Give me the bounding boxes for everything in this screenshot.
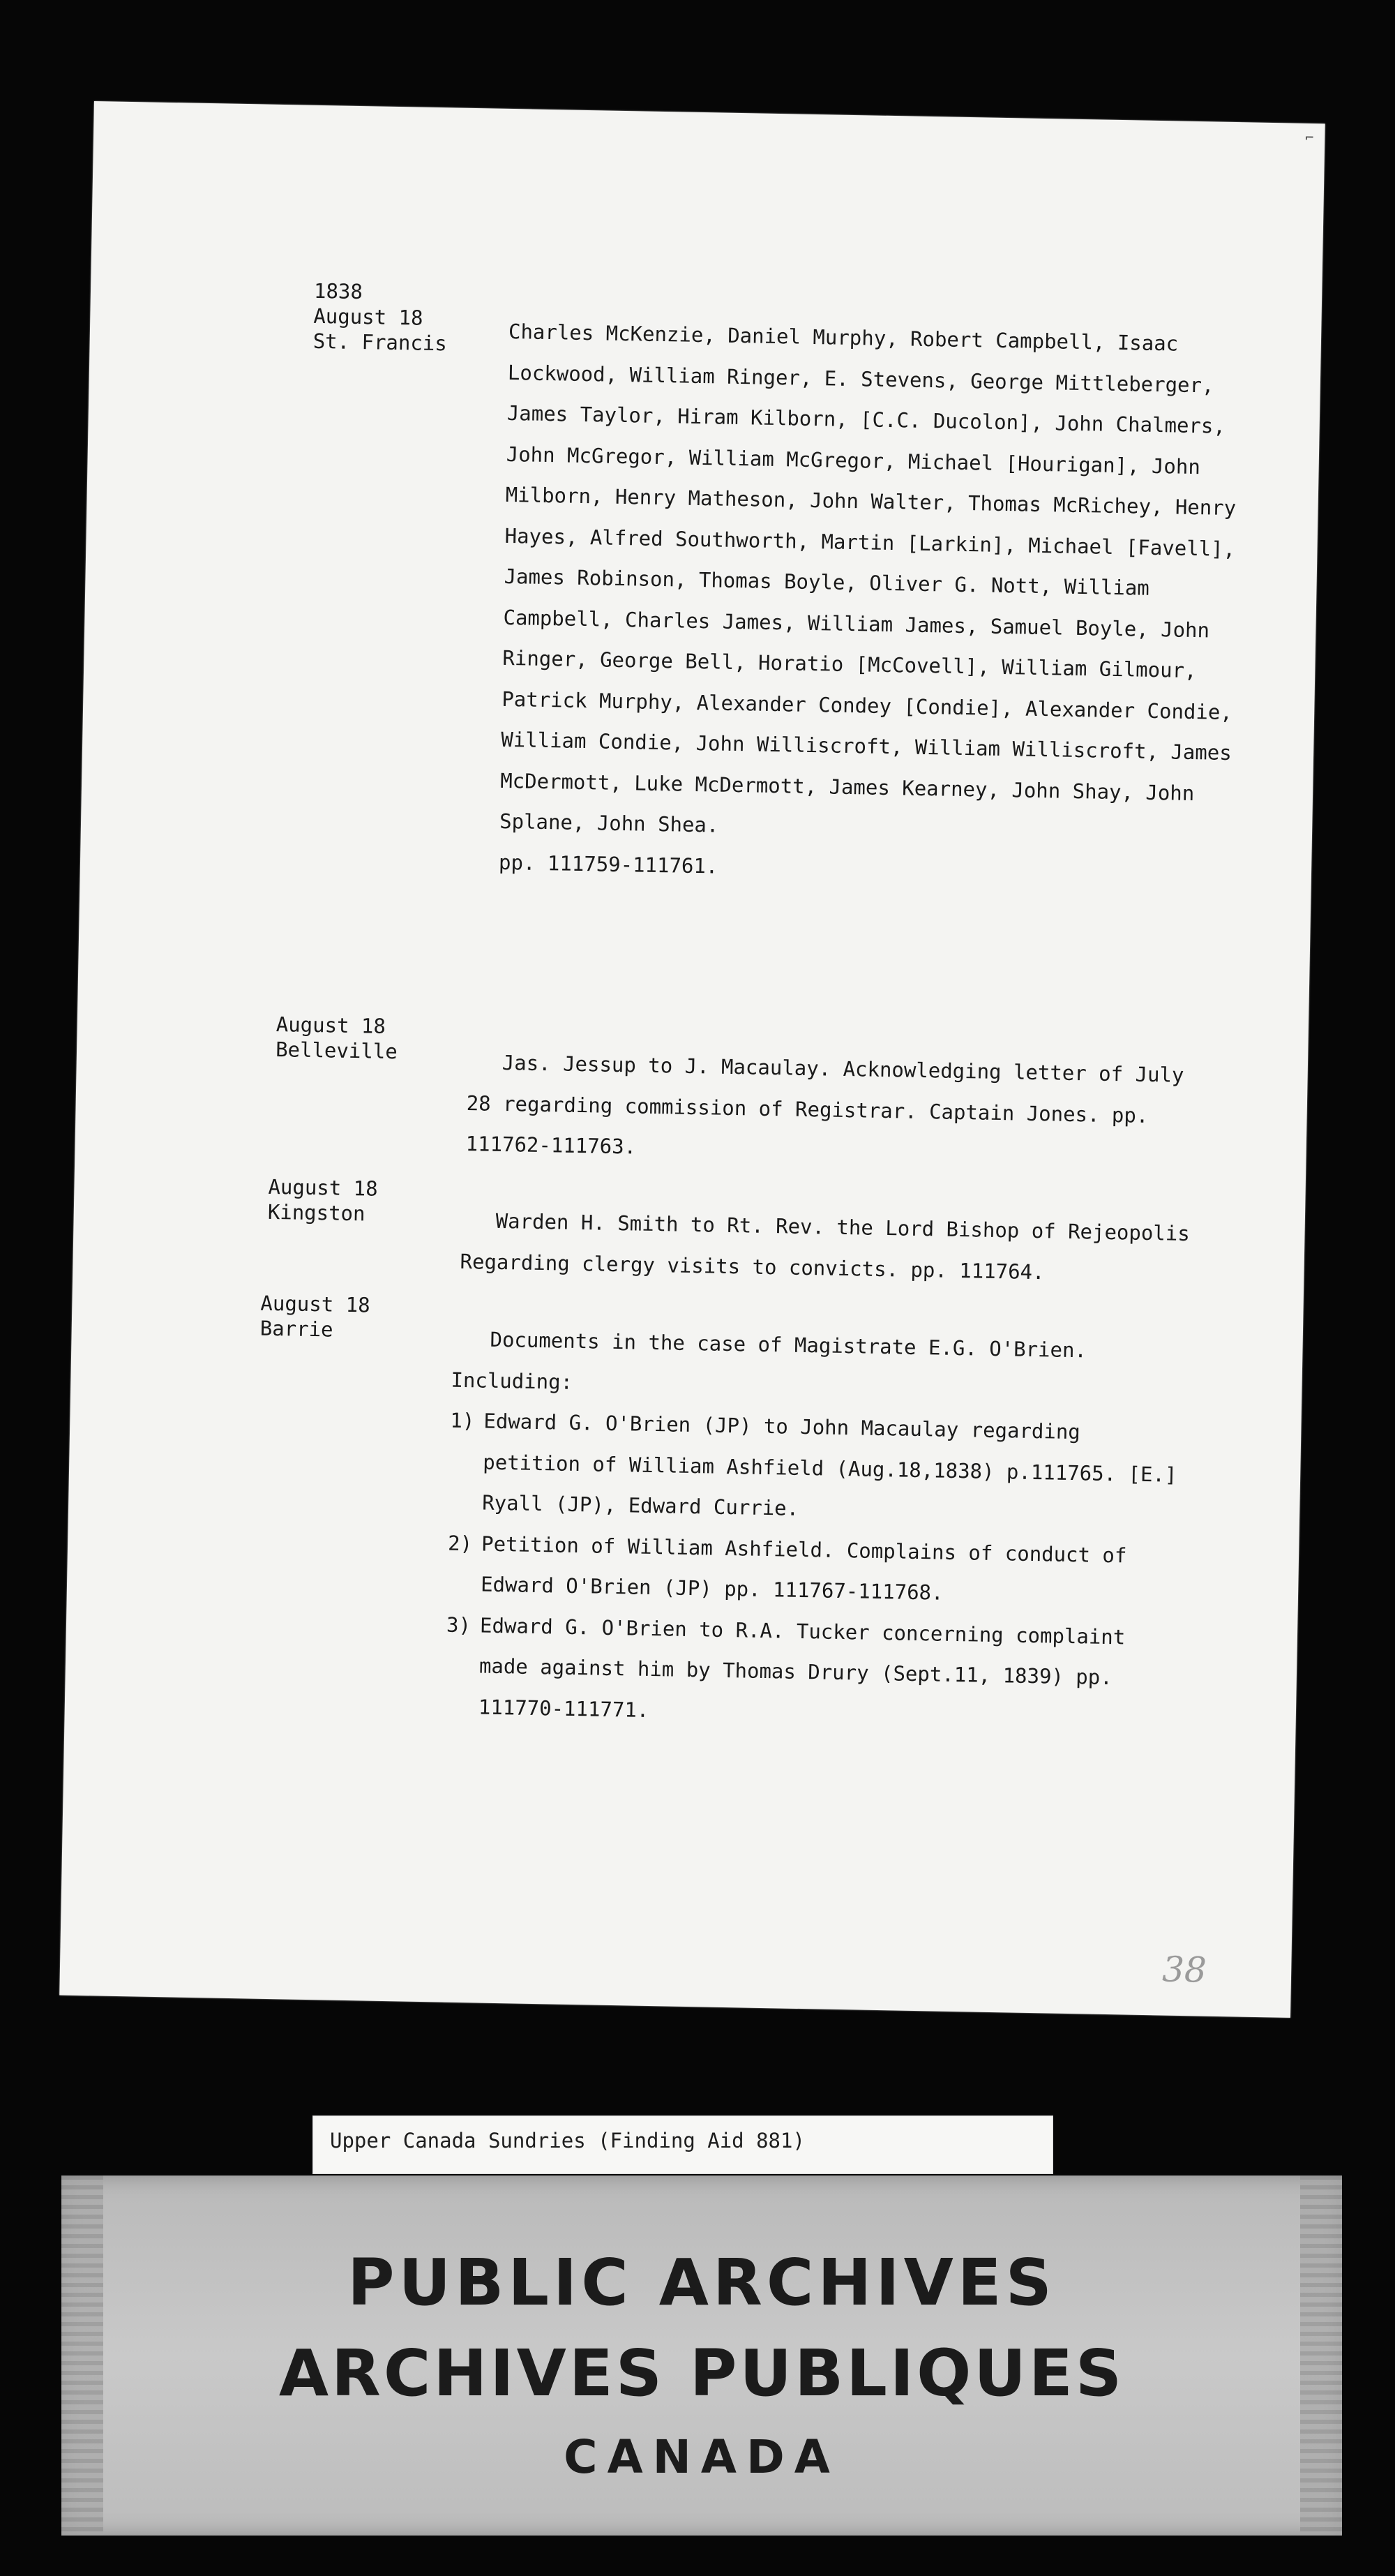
entry-meta-st-francis — [312, 278, 495, 357]
entry-place: Kingston — [267, 1199, 365, 1226]
document-page — [59, 101, 1325, 2018]
entry-date: August 18 — [260, 1291, 370, 1317]
list-number: 1) — [450, 1408, 475, 1433]
entry-body-belleville — [465, 1042, 1200, 1178]
list-text: Petition of William Ashfield. Complains of conduct of Edward O'Brien (JP) pp. 111767-111768. — [480, 1532, 1127, 1605]
stamp-line-archives-publiques: ARCHIVES PUBLIQUES — [278, 2336, 1125, 2411]
list-text: Edward G. O'Brien to R.A. Tucker concerning complaint made against him by Thomas Drury (Sept.11, 1839) pp. 111770-111771. — [478, 1613, 1126, 1722]
stamp-line-canada: CANADA — [564, 2430, 840, 2484]
list-item — [447, 1522, 1188, 1617]
entry-including: Including: — [451, 1368, 573, 1394]
entry-paragraph: Jas. Jessup to J. Macaulay. Acknowledging letter of July 28 regarding commission of Registrar. Captain Jones. pp. 111762-111763. — [465, 1050, 1184, 1159]
finding-aid-label — [312, 2116, 1053, 2174]
corner-mark: ⌐ — [1305, 128, 1314, 147]
entry-body-st-francis — [499, 311, 1249, 896]
entry-meta-barrie — [259, 1291, 442, 1345]
page-reference: pp. 111759-111761. — [498, 850, 718, 878]
entry-paragraph: Warden H. Smith to Rt. Rev. the Lord Bishop of Rejeopolis Regarding clergy visits to convicts. pp. 111764. — [460, 1208, 1191, 1284]
list-item — [448, 1400, 1190, 1536]
entry-meta-belleville — [276, 1012, 458, 1065]
entry-body-kingston — [460, 1200, 1214, 1296]
stamp-line-public-archives: PUBLIC ARCHIVES — [347, 2245, 1056, 2320]
entry-year: 1838 — [313, 278, 363, 304]
entry-place: Belleville — [275, 1037, 398, 1064]
finding-aid-text: Upper Canada Sundries (Finding Aid 881) — [330, 2129, 805, 2152]
entry-intro: Documents in the case of Magistrate E.G. O'Brien. — [490, 1327, 1087, 1363]
handwritten-page-number: 38 — [1161, 1949, 1207, 1991]
entry-meta-kingston — [268, 1174, 450, 1228]
list-number: 3) — [446, 1612, 472, 1637]
entry-date: August 18 — [268, 1174, 378, 1201]
entry-date: August 18 — [276, 1012, 386, 1038]
list-item — [444, 1604, 1186, 1740]
list-text: Edward G. O'Brien (JP) to John Macaulay regarding petition of William Ashfield (Aug.18,1838) p.111765. [E.] Ryall (JP), Edward Currie. — [481, 1409, 1177, 1520]
archives-stamp — [61, 2176, 1342, 2536]
entry-place: Barrie — [259, 1316, 333, 1342]
entry-date: August 18 — [313, 304, 423, 330]
entry-place: St. Francis — [312, 329, 448, 356]
list-number: 2) — [447, 1531, 473, 1555]
entry-body-barrie — [444, 1319, 1191, 1740]
names-paragraph: Charles McKenzie, Daniel Murphy, Robert Campbell, Isaac Lockwood, William Ringer, E. Stevens, George Mittleberger, James Taylor, Hiram Kilborn, [C.C. Ducolon], John Chalmers, John McGregor, William McGregor, Michael [Hourigan], John Milborn, Henry Matheson, John Walter, Thomas McRichey, Henry Hayes, Alfred Southworth, Martin [Larkin], Michael [Favell], James Robinson, Thomas Boyle, Oliver G. Nott, William Campbell, Charles James, William James, Samuel Boyle, John Ringer, George Bell, Horatio [McCovell], William Gilmour, Patrick Murphy, Alexander Condey [Condie], Alexander Condie, William Condie, John Williscroft, William Williscroft, James McDermott, Luke McDermott, James Kearney, John Shay, John Splane, John Shea. — [499, 319, 1237, 837]
